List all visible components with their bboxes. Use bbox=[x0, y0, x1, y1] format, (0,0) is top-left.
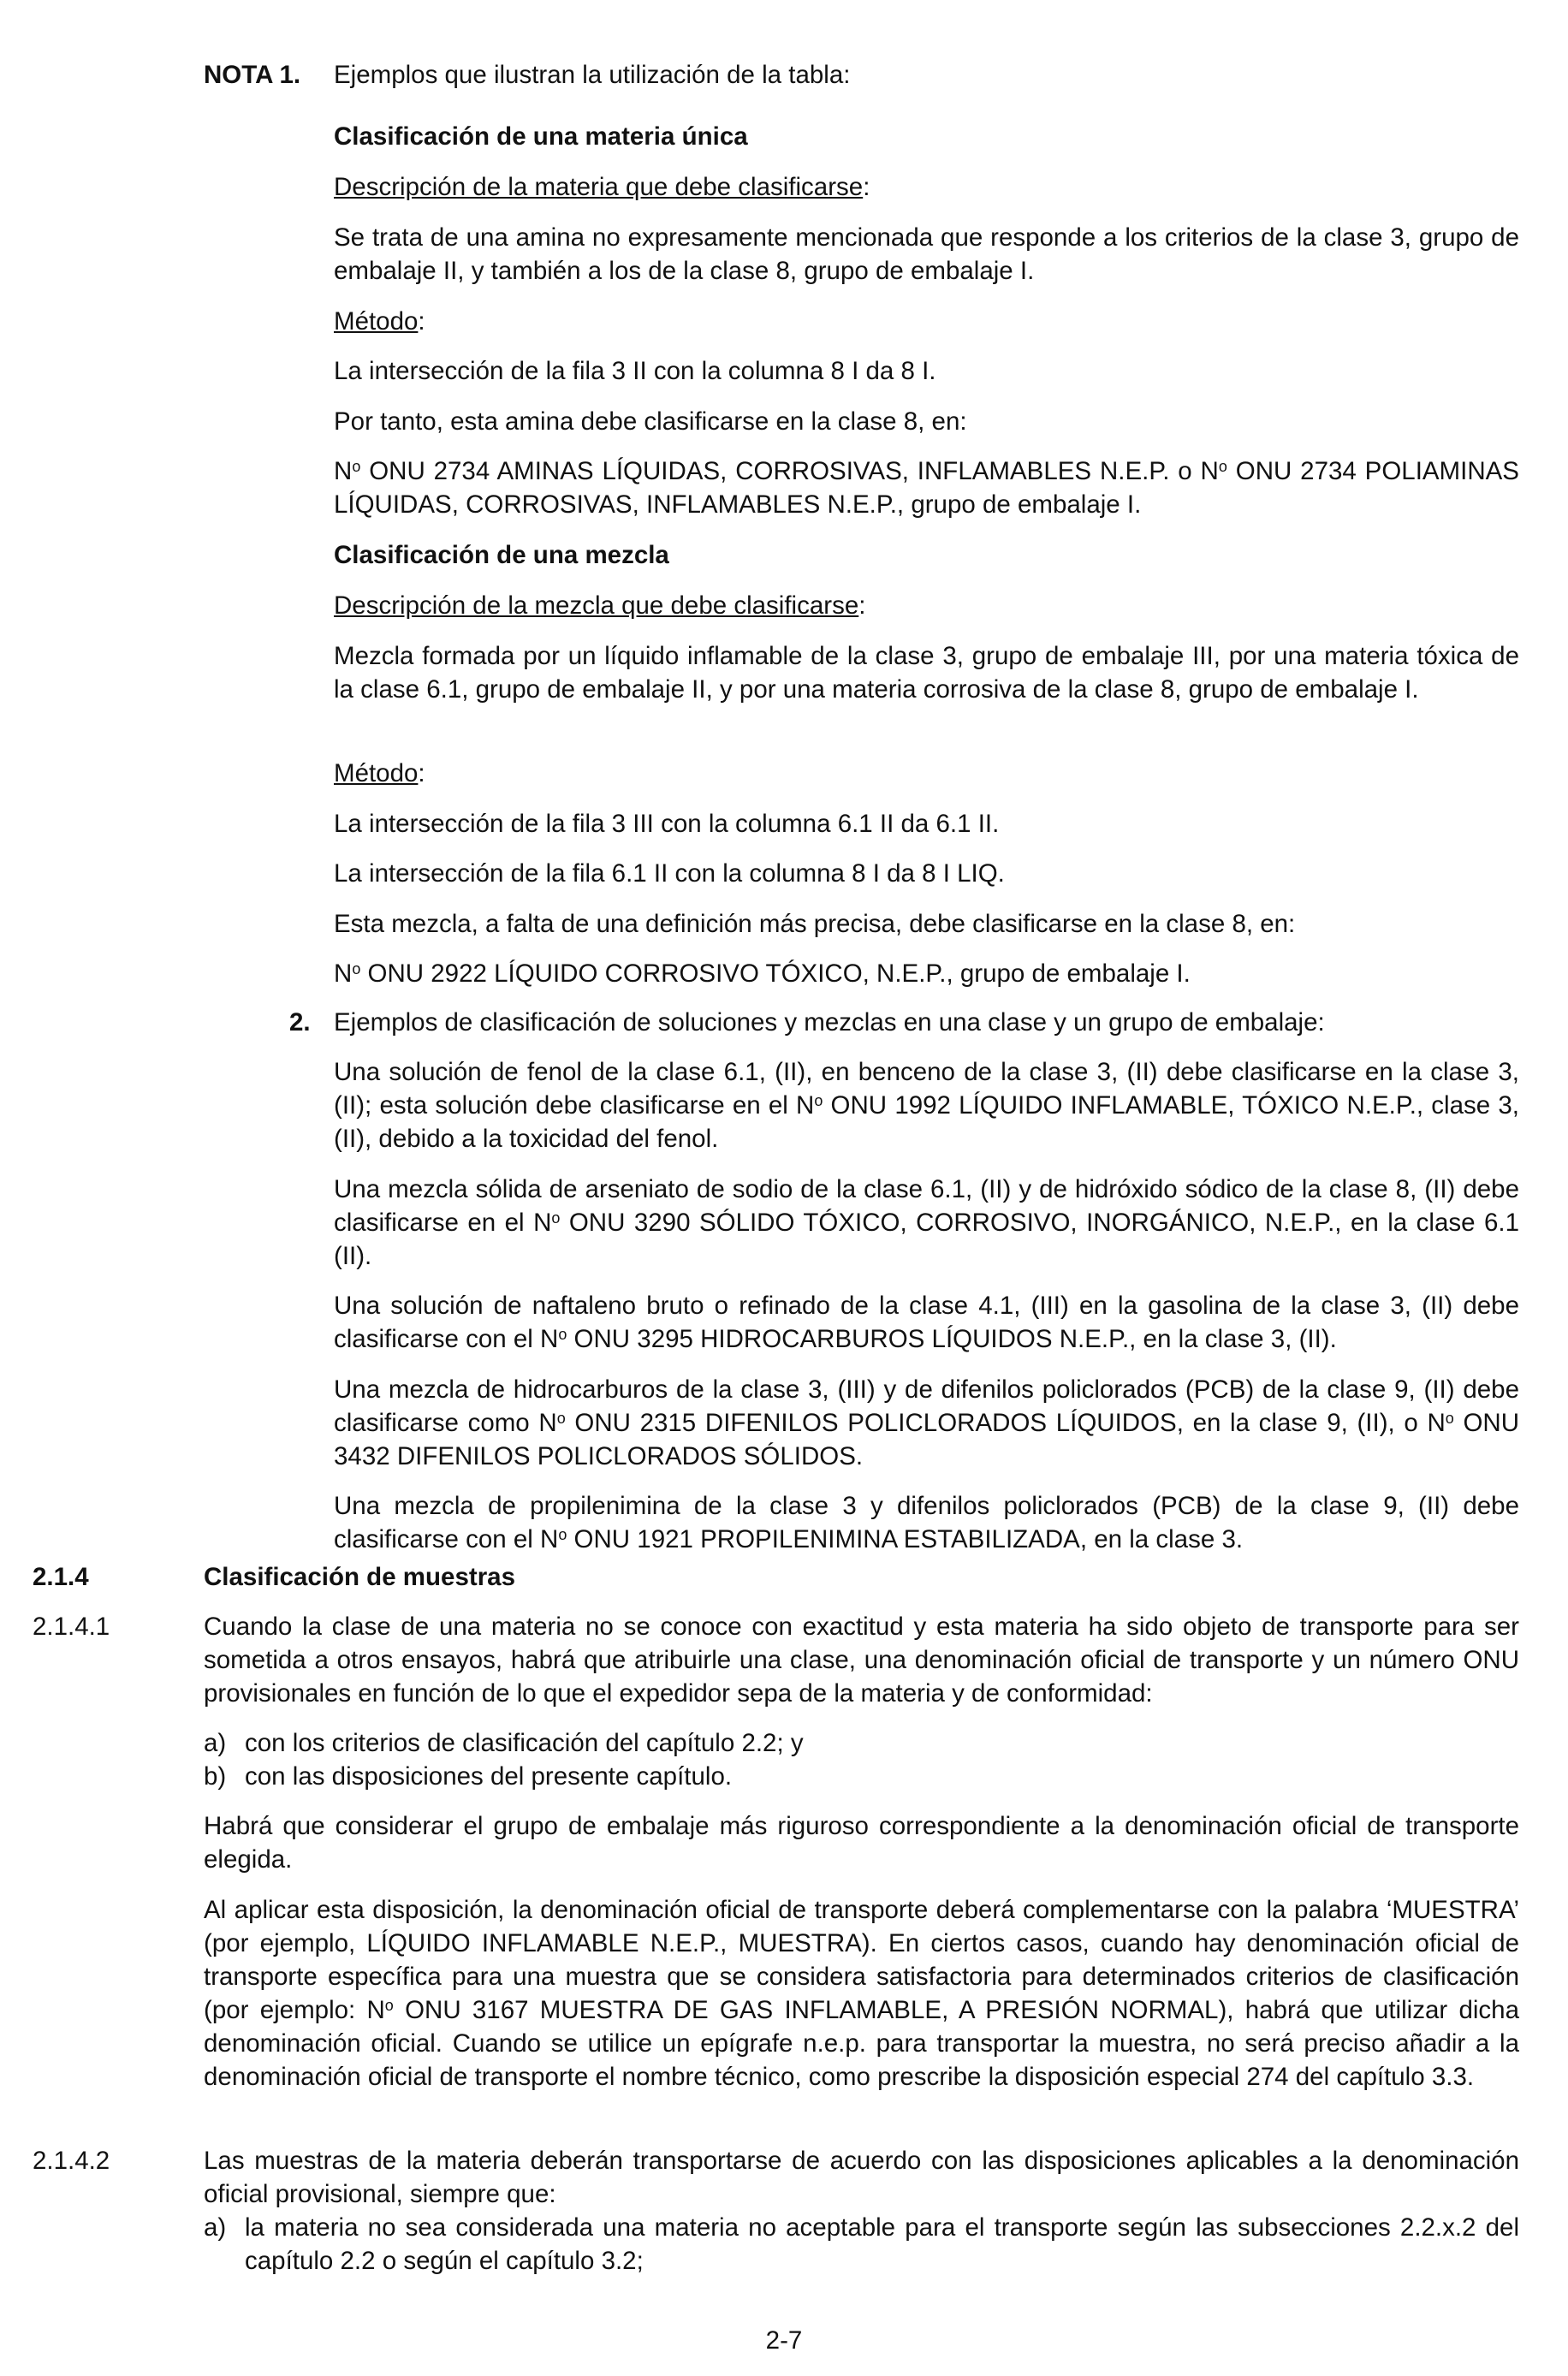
mixture-heading: Clasificación de una mezcla bbox=[334, 541, 669, 569]
note-2-example-4 bbox=[334, 1373, 1519, 1473]
section-2-1-4-1-text: Cuando la clase de una materia no se conoce con exactitud y esta materia ha sido objeto de transporte para ser sometida a otros ensayos, habrá que atribuirle una clase, una denominación oficial de transporte y un número ONU provisionales en función de lo que el expedidor sepa de la materia y de conformidad: bbox=[204, 1613, 1519, 1708]
section-2-1-4-2-number: 2.1.4.2 bbox=[33, 2147, 110, 2175]
example-sup: o bbox=[558, 1326, 567, 1343]
note-2-example-3 bbox=[334, 1289, 1519, 1356]
note-2-intro: Ejemplos de clasificación de soluciones y mezclas en una clase y un grupo de embalaje: bbox=[334, 1008, 1325, 1037]
single-description-label bbox=[334, 170, 1519, 204]
example-text: ONU 3432 DIFENILOS POLICLORADOS SÓLIDOS. bbox=[334, 1409, 1520, 1470]
example-text: Una mezcla de propilenimina de la clase 3 y difenilos policlorados (PCB) de la clase 9, (II) debe clasificarse con el N bbox=[334, 1492, 1519, 1553]
example-text: Una mezcla de hidrocarburos de la clase 3, (III) y de difenilos policlorados (PCB) de la clase 9, (II) debe clasificarse como N bbox=[334, 1375, 1519, 1437]
mixture-method-colon: : bbox=[418, 759, 425, 787]
single-description-text: Se trata de una amina no expresamente mencionada que responde a los criterios de la clase 3, grupo de embalaje II, y también a los de la clase 8, grupo de embalaje I. bbox=[334, 223, 1519, 285]
section-2-1-4-1-paragraph-2: Habrá que considerar el grupo de embalaje más riguroso correspondiente a la denominación oficial de transporte elegida. bbox=[204, 1812, 1519, 1874]
mixture-description-text: Mezcla formada por un líquido inflamable de la clase 3, grupo de embalaje III, por una materia tóxica de la clase 6.1, grupo de embalaje II, y por una materia corrosiva de la clase 8, grupo de embalaje I. bbox=[334, 642, 1519, 704]
paragraph-text: ONU 3167 MUESTRA DE GAS INFLAMABLE, A PRESIÓN NORMAL), habrá que utilizar dicha denominación oficial. Cuando se utilice un epígrafe n.e.p. para transportar la muestra, no será preciso añadir a la denominación oficial de transporte el nombre técnico, como prescribe la disposición especial 274 del capítulo 3.3. bbox=[204, 1996, 1519, 2091]
section-2-1-4-1-item-b bbox=[204, 1760, 1519, 1793]
mixture-method-line-1: La intersección de la fila 3 III con la columna 6.1 II da 6.1 II. bbox=[334, 810, 1000, 838]
mixture-method-label-text: Método bbox=[334, 759, 419, 787]
single-substance-heading: Clasificación de una materia única bbox=[334, 122, 748, 151]
mixture-description-label bbox=[334, 589, 1519, 622]
mixture-description-colon: : bbox=[858, 591, 866, 620]
example-sup: o bbox=[558, 1526, 567, 1543]
example-text: ONU 3290 SÓLIDO TÓXICO, CORROSIVO, INORGÁNICO, N.E.P., en la clase 6.1 (II). bbox=[334, 1209, 1519, 1270]
section-2-1-4-title: Clasificación de muestras bbox=[204, 1563, 515, 1591]
single-description-colon: : bbox=[863, 173, 870, 201]
mixture-result bbox=[334, 957, 1519, 990]
section-2-1-4-1-item-a bbox=[204, 1726, 1519, 1760]
paragraph-sup: o bbox=[384, 1997, 394, 2014]
mixture-method-label bbox=[334, 757, 1519, 790]
paragraph-text: Al aplicar esta disposición, la denominación oficial de transporte deberá complementarse con la palabra ‘MUESTRA’ (por ejemplo, LÍQUIDO INFLAMABLE N.E.P., MUESTRA). En ciertos casos, cuando hay denominación oficial de transporte específica para una muestra que se considera satisfactoria para determinados criterios de clasificación (por ejemplo: N bbox=[204, 1896, 1519, 2024]
note-1-label: NOTA 1. bbox=[204, 61, 301, 89]
item-text: con las disposiciones del presente capítulo. bbox=[245, 1762, 733, 1791]
note-2-example-2 bbox=[334, 1173, 1519, 1273]
example-text: ONU 1992 LÍQUIDO INFLAMABLE, TÓXICO N.E.P., clase 3, (II), debido a la toxicidad del fenol. bbox=[334, 1091, 1519, 1153]
mixture-method-line-2: La intersección de la fila 6.1 II con la columna 8 I da 8 I LIQ. bbox=[334, 859, 1005, 888]
example-text: ONU 2315 DIFENILOS POLICLORADOS LÍQUIDOS, en la clase 9, (II), o N bbox=[565, 1409, 1446, 1437]
note-1-intro: Ejemplos que ilustran la utilización de la tabla: bbox=[334, 61, 851, 89]
single-result-sup: o bbox=[352, 458, 361, 475]
section-2-1-4-2-text: Las muestras de la materia deberán transportarse de acuerdo con las disposiciones aplicables a la denominación oficial provisional, siempre que: bbox=[204, 2147, 1519, 2208]
item-text: con los criterios de clasificación del capítulo 2.2; y bbox=[245, 1729, 804, 1757]
mixture-result-part: N bbox=[334, 959, 353, 988]
single-method-label bbox=[334, 305, 1519, 338]
section-2-1-4-2-item-a bbox=[204, 2211, 1519, 2278]
item-marker: b) bbox=[204, 1762, 227, 1791]
example-text: Una solución de naftaleno bruto o refinado de la clase 4.1, (III) en la gasolina de la clase 3, (II) debe clasificarse con el N bbox=[334, 1292, 1519, 1353]
section-2-1-4-number: 2.1.4 bbox=[33, 1563, 89, 1591]
note-2-label: 2. bbox=[289, 1008, 311, 1037]
example-text: ONU 1921 PROPILENIMINA ESTABILIZADA, en la clase 3. bbox=[567, 1525, 1244, 1553]
mixture-description-label-text: Descripción de la mezcla que debe clasificarse bbox=[334, 591, 859, 620]
item-marker: a) bbox=[204, 2213, 227, 2242]
single-result bbox=[334, 454, 1519, 521]
mixture-result-sup: o bbox=[352, 960, 361, 977]
single-result-part: N bbox=[334, 457, 353, 485]
single-result-part: ONU 2734 AMINAS LÍQUIDAS, CORROSIVAS, INFLAMABLES N.E.P. o N bbox=[360, 457, 1219, 485]
page-number: 2-7 bbox=[765, 2326, 803, 2355]
note-2-example-1 bbox=[334, 1055, 1519, 1155]
section-2-1-4-1-paragraph-3 bbox=[204, 1893, 1519, 2094]
single-method-colon: : bbox=[418, 307, 425, 336]
mixture-result-part: ONU 2922 LÍQUIDO CORROSIVO TÓXICO, N.E.P., grupo de embalaje I. bbox=[360, 959, 1191, 988]
single-result-sup: o bbox=[1218, 458, 1227, 475]
single-method-line-2: Por tanto, esta amina debe clasificarse en la clase 8, en: bbox=[334, 407, 967, 436]
example-sup: o bbox=[556, 1410, 566, 1427]
example-text: Una solución de fenol de la clase 6.1, (II), en benceno de la clase 3, (II) debe clasificarse en la clase 3, (II); esta solución debe clasificarse en el N bbox=[334, 1058, 1519, 1120]
section-2-1-4-1-number: 2.1.4.1 bbox=[33, 1613, 110, 1641]
example-sup: o bbox=[551, 1209, 561, 1227]
single-result-part: ONU 2734 POLIAMINAS LÍQUIDAS, CORROSIVAS, INFLAMABLES N.E.P., grupo de embalaje I. bbox=[334, 457, 1519, 519]
item-marker: a) bbox=[204, 1729, 227, 1757]
example-text: Una mezcla sólida de arseniato de sodio de la clase 6.1, (II) y de hidróxido sódico de la clase 8, (II) debe clasificarse en el N bbox=[334, 1175, 1519, 1237]
note-2-example-5 bbox=[334, 1489, 1519, 1556]
single-method-label-text: Método bbox=[334, 307, 419, 336]
single-description-label-text: Descripción de la materia que debe clasificarse bbox=[334, 173, 864, 201]
item-text: la materia no sea considerada una materia no aceptable para el transporte según las subsecciones 2.2.x.2 del capítulo 2.2 o según el capítulo 3.2; bbox=[245, 2213, 1519, 2275]
example-sup: o bbox=[1445, 1410, 1454, 1427]
example-text: ONU 3295 HIDROCARBUROS LÍQUIDOS N.E.P., en la clase 3, (II). bbox=[567, 1325, 1337, 1353]
example-sup: o bbox=[814, 1092, 823, 1109]
mixture-method-line-3: Esta mezcla, a falta de una definición más precisa, debe clasificarse en la clase 8, en: bbox=[334, 910, 1296, 938]
single-method-line-1: La intersección de la fila 3 II con la columna 8 I da 8 I. bbox=[334, 357, 936, 385]
